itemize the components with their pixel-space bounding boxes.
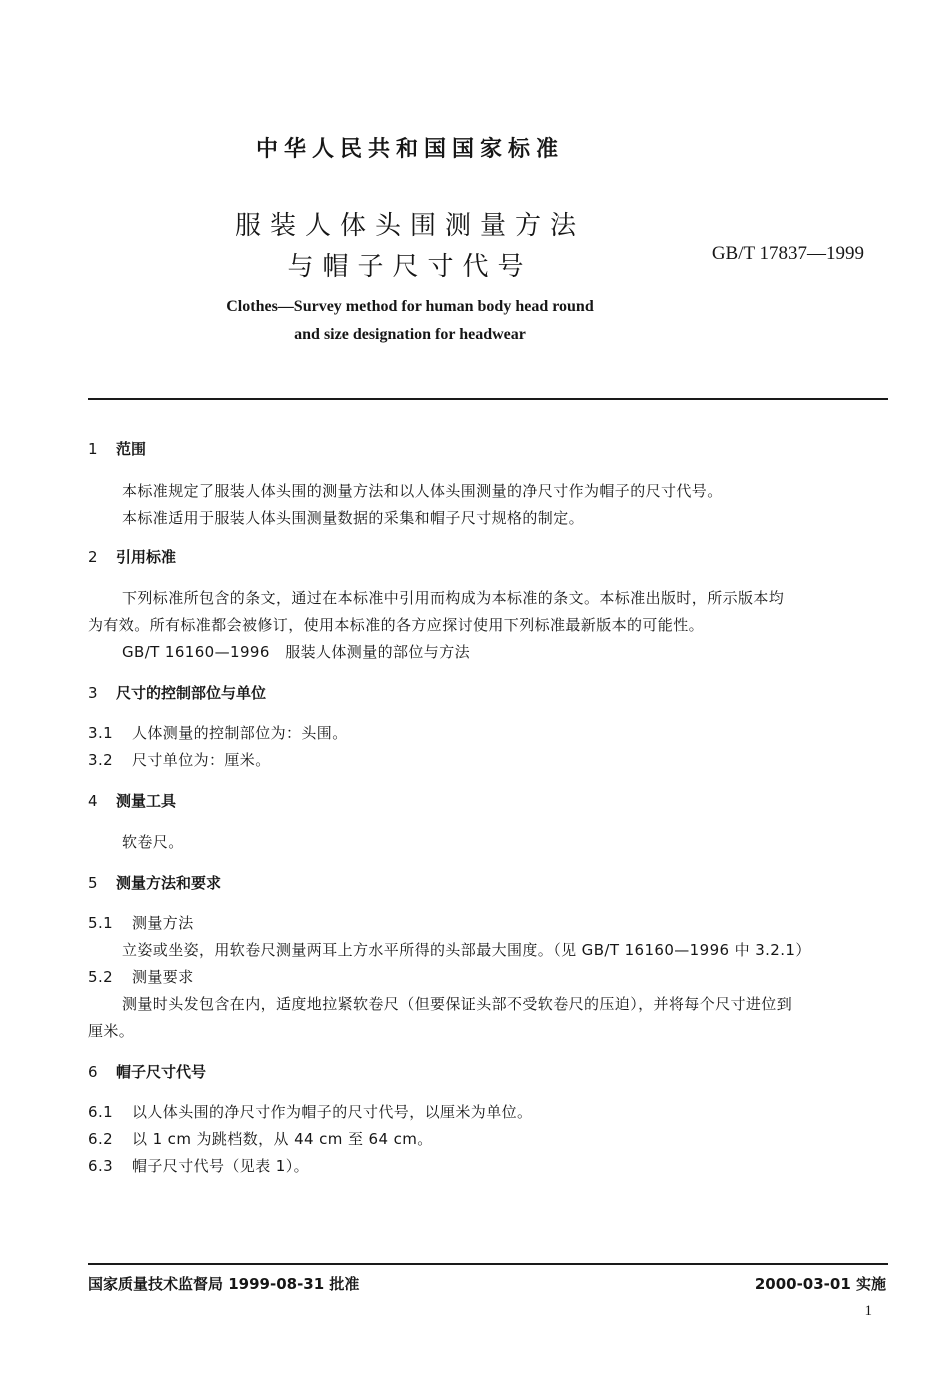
standard-type-header: 中华人民共和国国家标准 xyxy=(255,137,564,162)
clause-number: 5.1 xyxy=(88,914,114,932)
page-number: 1 xyxy=(864,1303,872,1319)
clause-number: 3.1 xyxy=(88,724,114,742)
english-title-line1: Clothes—Survey method for human body head round xyxy=(226,298,594,315)
section-5-heading xyxy=(88,872,221,893)
clause-text: 以人体头围的净尺寸作为帽子的尺寸代号，以厘米为单位。 xyxy=(132,1103,533,1121)
section-title: 测量方法和要求 xyxy=(116,874,222,892)
section-2-heading xyxy=(88,546,176,567)
section-1-heading xyxy=(88,438,146,459)
clause-5-2-text-line2: 厘米。 xyxy=(88,1022,135,1040)
clause-text: 人体测量的控制部位为：头围。 xyxy=(132,724,348,742)
section-number: 4 xyxy=(88,792,98,810)
clause-number: 5.2 xyxy=(88,968,114,986)
clause-5-1 xyxy=(88,912,194,933)
section-number: 5 xyxy=(88,874,98,892)
section-2-reference: GB/T 16160—1996 服装人体测量的部位与方法 xyxy=(122,643,470,661)
implementation-date: 2000-03-01 实施 xyxy=(754,1275,886,1293)
section-4-paragraph: 软卷尺。 xyxy=(122,833,184,851)
clause-5-2-text-line1: 测量时头发包含在内，适度地拉紧软卷尺（但要保证头部不受软卷尺的压迫），并将每个尺寸进位到 xyxy=(122,995,793,1013)
clause-6-3 xyxy=(88,1155,309,1176)
approval-date: 国家质量技术监督局 1999-08-31 批准 xyxy=(88,1275,360,1293)
section-number: 1 xyxy=(88,440,98,458)
section-2-paragraph-line1: 下列标准所包含的条文，通过在本标准中引用而构成为本标准的条文。本标准出版时，所示版本均 xyxy=(122,589,785,607)
section-3-heading xyxy=(88,682,266,703)
section-title: 范围 xyxy=(116,440,147,458)
section-2-paragraph-line2: 为有效。所有标准都会被修订，使用本标准的各方应探讨使用下列标准最新版本的可能性。 xyxy=(88,616,705,634)
section-title: 尺寸的控制部位与单位 xyxy=(116,684,267,702)
clause-5-2 xyxy=(88,966,194,987)
clause-text: 以 1 cm 为跳档数，从 44 cm 至 64 cm。 xyxy=(132,1130,433,1148)
clause-number: 6.3 xyxy=(88,1157,114,1175)
clause-number: 6.1 xyxy=(88,1103,114,1121)
section-number: 2 xyxy=(88,548,98,566)
document-title-line2: 与帽子尺寸代号 xyxy=(287,252,533,282)
section-6-heading xyxy=(88,1061,206,1082)
clause-3-2 xyxy=(88,749,271,770)
section-1-paragraph-1: 本标准规定了服装人体头围的测量方法和以人体头围测量的净尺寸作为帽子的尺寸代号。 xyxy=(122,482,723,500)
section-number: 6 xyxy=(88,1063,98,1081)
section-number: 3 xyxy=(88,684,98,702)
section-title: 测量工具 xyxy=(116,792,177,810)
section-title: 引用标准 xyxy=(116,548,177,566)
clause-5-1-text: 立姿或坐姿，用软卷尺测量两耳上方水平所得的头部最大围度。（见 GB/T 16160—1996 中 3.2.1） xyxy=(122,941,811,959)
document-title-line1: 服装人体头围测量方法 xyxy=(234,211,585,241)
header-divider xyxy=(88,398,888,400)
section-title: 帽子尺寸代号 xyxy=(116,1063,207,1081)
clause-text: 帽子尺寸代号（见表 1）。 xyxy=(132,1157,310,1175)
clause-number: 6.2 xyxy=(88,1130,114,1148)
english-title-line2: and size designation for headwear xyxy=(294,326,526,343)
clause-number: 3.2 xyxy=(88,751,114,769)
clause-6-2 xyxy=(88,1128,433,1149)
section-1-paragraph-2: 本标准适用于服装人体头围测量数据的采集和帽子尺寸规格的制定。 xyxy=(122,509,585,527)
clause-title: 测量要求 xyxy=(132,968,194,986)
section-4-heading xyxy=(88,790,176,811)
clause-3-1 xyxy=(88,722,348,743)
clause-text: 尺寸单位为：厘米。 xyxy=(132,751,271,769)
standard-number: GB/T 17837—1999 xyxy=(711,243,864,264)
clause-title: 测量方法 xyxy=(132,914,194,932)
footer-divider xyxy=(88,1263,888,1265)
clause-6-1 xyxy=(88,1101,532,1122)
